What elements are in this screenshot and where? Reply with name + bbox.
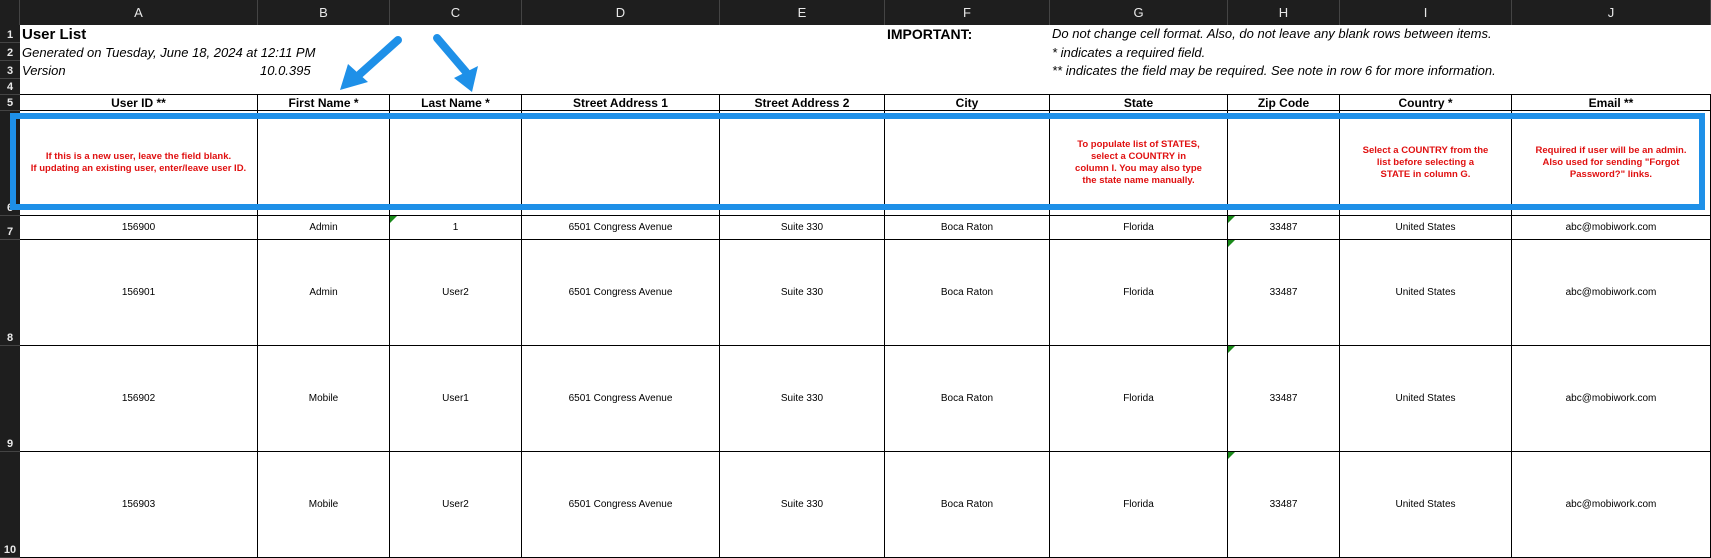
note-email[interactable]: Required if user will be an admin. Also used for sending "Forgot Password?" links. bbox=[1512, 111, 1711, 216]
cell-user-id[interactable]: 156900 bbox=[20, 216, 258, 240]
cell-city[interactable]: Boca Raton bbox=[885, 216, 1050, 240]
cell-email[interactable]: abc@mobiwork.com bbox=[1512, 216, 1711, 240]
cell-state[interactable]: Florida bbox=[1050, 346, 1228, 452]
note-state[interactable]: To populate list of STATES, select a COUNTRY in column I. You may also type the state name manually. bbox=[1050, 111, 1228, 216]
column-header-b[interactable]: B bbox=[258, 0, 390, 25]
note-user-id[interactable]: If this is a new user, leave the field blank. If updating an existing user, enter/leave user ID. bbox=[20, 111, 258, 216]
column-header-j[interactable]: J bbox=[1512, 0, 1711, 25]
note-country[interactable]: Select a COUNTRY from the list before selecting a STATE in column G. bbox=[1340, 111, 1512, 216]
cell-email[interactable]: abc@mobiwork.com bbox=[1512, 346, 1711, 452]
header-email[interactable]: Email ** bbox=[1512, 95, 1711, 111]
cell-zip-code[interactable]: 33487 bbox=[1228, 216, 1340, 240]
row-header-1[interactable]: 1 bbox=[0, 25, 20, 43]
note-cell-street-1[interactable] bbox=[522, 111, 720, 216]
header-zip-code[interactable]: Zip Code bbox=[1228, 95, 1340, 111]
cell-state[interactable]: Florida bbox=[1050, 452, 1228, 558]
version-label: Version bbox=[22, 63, 66, 78]
cell-indicator-triangle bbox=[1228, 216, 1235, 223]
cell-street-address-2[interactable]: Suite 330 bbox=[720, 216, 885, 240]
header-street-address-2[interactable]: Street Address 2 bbox=[720, 95, 885, 111]
note-cell-first-name[interactable] bbox=[258, 111, 390, 216]
note-cell-last-name[interactable] bbox=[390, 111, 522, 216]
row-header-4[interactable]: 4 bbox=[0, 79, 20, 95]
row-header-7[interactable]: 7 bbox=[0, 216, 20, 240]
cell-city[interactable]: Boca Raton bbox=[885, 452, 1050, 558]
cell-user-id[interactable]: 156902 bbox=[20, 346, 258, 452]
cell-user-id[interactable]: 156901 bbox=[20, 240, 258, 346]
cell-zip-code[interactable]: 33487 bbox=[1228, 240, 1340, 346]
cell-last-name[interactable]: User2 bbox=[390, 240, 522, 346]
cell-user-id[interactable]: 156903 bbox=[20, 452, 258, 558]
cell-indicator-triangle bbox=[1228, 452, 1235, 459]
cell-city[interactable]: Boca Raton bbox=[885, 240, 1050, 346]
column-header-a[interactable]: A bbox=[20, 0, 258, 25]
header-state[interactable]: State bbox=[1050, 95, 1228, 111]
sheet-title: User List bbox=[22, 26, 87, 43]
cell-state[interactable]: Florida bbox=[1050, 216, 1228, 240]
cell-country[interactable]: United States bbox=[1340, 240, 1512, 346]
column-header-h[interactable]: H bbox=[1228, 0, 1340, 25]
note-cell-zip[interactable] bbox=[1228, 111, 1340, 216]
header-street-address-1[interactable]: Street Address 1 bbox=[522, 95, 720, 111]
column-header-g[interactable]: G bbox=[1050, 0, 1228, 25]
note-cell-street-2[interactable] bbox=[720, 111, 885, 216]
cell-country[interactable]: United States bbox=[1340, 216, 1512, 240]
cell-country[interactable]: United States bbox=[1340, 346, 1512, 452]
header-user-id[interactable]: User ID ** bbox=[20, 95, 258, 111]
cell-country[interactable]: United States bbox=[1340, 452, 1512, 558]
important-note-3: ** indicates the field may be required. See note in row 6 for more information. bbox=[1052, 63, 1496, 78]
header-last-name[interactable]: Last Name * bbox=[390, 95, 522, 111]
cell-first-name[interactable]: Mobile bbox=[258, 346, 390, 452]
cell-street-address-1[interactable]: 6501 Congress Avenue bbox=[522, 240, 720, 346]
header-country[interactable]: Country * bbox=[1340, 95, 1512, 111]
important-label: IMPORTANT: bbox=[887, 26, 973, 42]
column-header-c[interactable]: C bbox=[390, 0, 522, 25]
annotation-arrows bbox=[340, 30, 490, 100]
version-value: 10.0.395 bbox=[260, 63, 311, 78]
cell-street-address-1[interactable]: 6501 Congress Avenue bbox=[522, 452, 720, 558]
row-header-10[interactable]: 10 bbox=[0, 452, 20, 558]
cell-zip-code[interactable]: 33487 bbox=[1228, 452, 1340, 558]
cell-street-address-1[interactable]: 6501 Congress Avenue bbox=[522, 346, 720, 452]
cell-city[interactable]: Boca Raton bbox=[885, 346, 1050, 452]
important-note-2: * indicates a required field. bbox=[1052, 45, 1206, 60]
header-first-name[interactable]: First Name * bbox=[258, 95, 390, 111]
cell-first-name[interactable]: Admin bbox=[258, 240, 390, 346]
cell-indicator-triangle bbox=[390, 216, 397, 223]
cell-zip-code[interactable]: 33487 bbox=[1228, 346, 1340, 452]
arrow-down-left-icon bbox=[340, 40, 398, 90]
important-note-1: Do not change cell format. Also, do not leave any blank rows between items. bbox=[1052, 26, 1492, 41]
generated-timestamp: Generated on Tuesday, June 18, 2024 at 12:11 PM bbox=[22, 45, 316, 60]
cell-email[interactable]: abc@mobiwork.com bbox=[1512, 452, 1711, 558]
cell-street-address-1[interactable]: 6501 Congress Avenue bbox=[522, 216, 720, 240]
cell-last-name[interactable]: User1 bbox=[390, 346, 522, 452]
note-cell-city[interactable] bbox=[885, 111, 1050, 216]
column-header-e[interactable]: E bbox=[720, 0, 885, 25]
cell-first-name[interactable]: Mobile bbox=[258, 452, 390, 558]
row-header-2[interactable]: 2 bbox=[0, 43, 20, 61]
select-all-corner[interactable] bbox=[0, 0, 20, 25]
arrow-down-right-icon bbox=[437, 38, 478, 92]
row-header-5[interactable]: 5 bbox=[0, 95, 20, 111]
column-header-d[interactable]: D bbox=[522, 0, 720, 25]
cell-email[interactable]: abc@mobiwork.com bbox=[1512, 240, 1711, 346]
cell-street-address-2[interactable]: Suite 330 bbox=[720, 240, 885, 346]
cell-street-address-2[interactable]: Suite 330 bbox=[720, 346, 885, 452]
cell-last-name[interactable]: User2 bbox=[390, 452, 522, 558]
cell-street-address-2[interactable]: Suite 330 bbox=[720, 452, 885, 558]
column-header-i[interactable]: I bbox=[1340, 0, 1512, 25]
row-header-9[interactable]: 9 bbox=[0, 346, 20, 452]
cell-indicator-triangle bbox=[1228, 346, 1235, 353]
row-header-3[interactable]: 3 bbox=[0, 61, 20, 79]
column-header-f[interactable]: F bbox=[885, 0, 1050, 25]
header-city[interactable]: City bbox=[885, 95, 1050, 111]
cell-first-name[interactable]: Admin bbox=[258, 216, 390, 240]
row-header-6[interactable]: 6 bbox=[0, 111, 20, 216]
cell-indicator-triangle bbox=[1228, 240, 1235, 247]
cell-state[interactable]: Florida bbox=[1050, 240, 1228, 346]
row-header-8[interactable]: 8 bbox=[0, 240, 20, 346]
cell-last-name[interactable]: 1 bbox=[390, 216, 522, 240]
